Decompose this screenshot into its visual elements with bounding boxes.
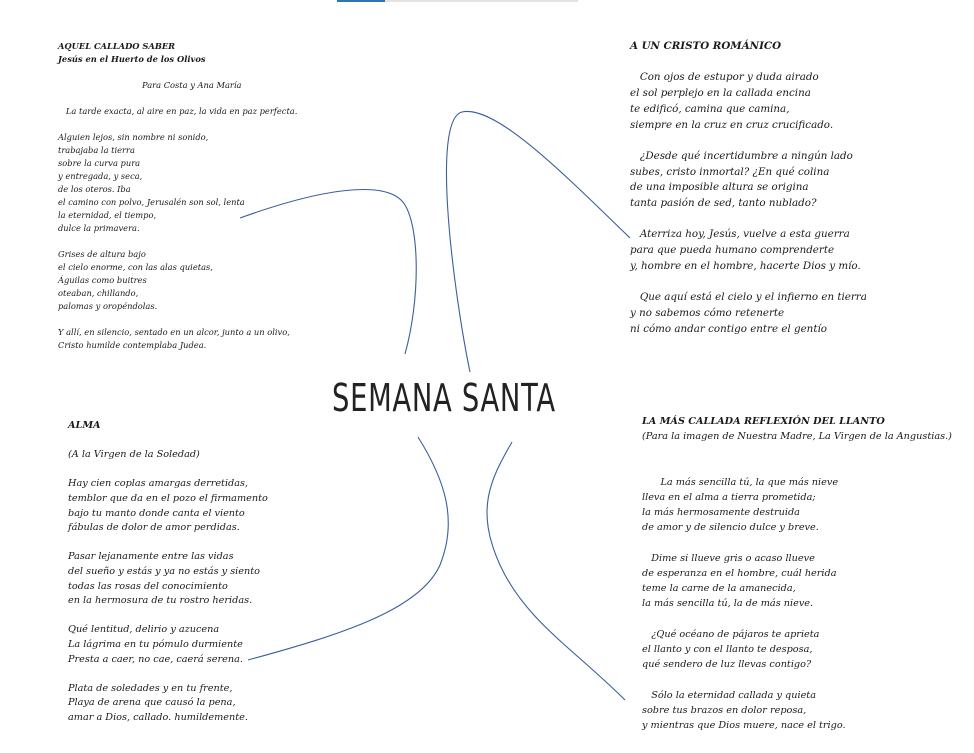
poem-line: palomas y oropéndolas. xyxy=(58,301,158,311)
poem-line: Qué lentitud, delirio y azucena xyxy=(68,624,220,636)
poem-body xyxy=(68,434,268,726)
poem-line: Dime si llueve gris o acaso llueve xyxy=(642,552,815,564)
poem-line: sobre tus brazos en dolor reposa, xyxy=(642,704,807,716)
poem-line: tanta pasión de sed, tanto nublado? xyxy=(630,197,817,209)
central-title: SEMANA SANTA xyxy=(332,376,556,420)
poem-line: el cielo enorme, con las alas quietas, xyxy=(58,262,213,272)
poem-line: de amor y de silencio dulce y breve. xyxy=(642,522,819,534)
poem-line: Con ojos de estupor y duda airado xyxy=(630,71,819,84)
stanza-break xyxy=(68,536,268,551)
poem-subtitle: Jesús en el Huerto de los Olivos xyxy=(58,54,206,64)
poem-title: AQUEL CALLADO SABER xyxy=(58,41,176,51)
poem-line: la más sencilla tú, la de más nieve. xyxy=(642,598,814,610)
poem-line: lleva en el alma a tierra prometida; xyxy=(642,491,816,503)
poem-line: de esperanza en el hombre, cuál herida xyxy=(642,567,837,579)
poem-line: ¿Qué océano de pájaros te aprieta xyxy=(642,628,820,640)
poem-line: de los oteros. Iba xyxy=(58,184,131,194)
poem-line: La tarde exacta, al aire en paz, la vida en paz perfecta. xyxy=(58,106,298,116)
poem-line: (Para la imagen de Nuestra Madre, La Virgen de la Angustias.) xyxy=(642,431,952,443)
poem-line: La más sencilla tú, la que más nieve xyxy=(642,476,839,488)
stanza-break xyxy=(642,460,952,475)
poem-title: A UN CRISTO ROMÁNICO xyxy=(630,40,782,52)
branch-bottom-left xyxy=(248,437,448,660)
stanza-break xyxy=(642,612,952,627)
poem-line: bajo tu manto donde canta el viento xyxy=(68,507,245,519)
stanza-break xyxy=(630,275,867,291)
poem-line: del sueño y estás y ya no estás y siento xyxy=(68,565,260,577)
stanza-break xyxy=(630,212,867,228)
poem-line: y entregada, y seca, xyxy=(58,171,143,181)
poem-line: Águilas como buitres xyxy=(58,275,147,285)
poem-line: (A la Virgen de la Soledad) xyxy=(68,449,200,461)
poem-line: Playa de arena que causó la pena, xyxy=(68,697,236,709)
poem-line: Y allí, en silencio, sentado en un alcor, junto a un olivo, xyxy=(58,327,290,337)
poem-a-un-cristo-romanico xyxy=(630,39,867,337)
stanza-break xyxy=(68,667,268,682)
poem-line: Plata de soledades y en tu frente, xyxy=(68,682,233,694)
poem-body xyxy=(642,429,952,733)
poem-line: subes, cristo inmortal? ¿En qué colina xyxy=(630,165,830,178)
poem-line: temblor que da en el pozo el firmamento xyxy=(68,492,268,504)
poem-line: en la hermosura de tu rostro heridas. xyxy=(68,595,253,607)
poem-line: y no sabemos cómo retenerte xyxy=(630,306,785,319)
poem-line: Hay cien coplas amargas derretidas, xyxy=(68,478,249,490)
poem-title: LA MÁS CALLADA REFLEXIÓN DEL LLANTO xyxy=(642,416,885,427)
poem-la-mas-callada-reflexion xyxy=(642,414,952,733)
poem-line: fábulas de dolor de amor perdidas. xyxy=(68,522,240,534)
stanza-break xyxy=(642,536,952,551)
poem-line: Grises de altura bajo xyxy=(58,249,146,259)
stanza-break xyxy=(58,235,297,248)
poem-body xyxy=(58,105,297,352)
poem-line: La lágrima en tu pómulo durmiente xyxy=(68,638,243,650)
stanza-break xyxy=(68,463,268,478)
poem-aquel-callado-saber xyxy=(58,40,297,352)
stanza-break xyxy=(58,313,297,326)
stanza-break xyxy=(630,55,867,71)
poem-line: y, hombre en el hombre, hacerte Dios y mío. xyxy=(630,259,861,272)
poem-line: todas las rosas del conocimiento xyxy=(68,580,228,592)
poem-line: Alguien lejos, sin nombre ni sonido, xyxy=(58,132,209,142)
stanza-break xyxy=(68,609,268,624)
stanza-break xyxy=(68,434,268,449)
stanza-break xyxy=(58,118,297,131)
poem-line: el camino con polvo, Jerusalén son sol, lenta xyxy=(58,197,245,207)
poem-line: y mientras que Dios muere, nace el trigo. xyxy=(642,719,846,731)
poem-title: ALMA xyxy=(68,420,101,431)
poem-line: Pasar lejanamente entre las vidas xyxy=(68,551,234,563)
poem-dedication: Para Costa y Ana María xyxy=(142,80,242,90)
poem-line: dulce la primavera. xyxy=(58,223,140,233)
poem-line: de una imposible altura se origina xyxy=(630,181,809,194)
stanza-break xyxy=(642,672,952,687)
poem-line: Presta a caer, no cae, caerá serena. xyxy=(68,653,243,665)
poem-line: Que aquí está el cielo y el infierno en tierra xyxy=(630,291,867,304)
poem-line: Sólo la eternidad callada y quieta xyxy=(642,689,816,701)
poem-line: te edificó, camina que camina, xyxy=(630,102,790,115)
poem-line: oteaban, chillando, xyxy=(58,288,139,298)
poem-line: la más hermosamente destruida xyxy=(642,507,800,519)
poem-line: ¿Desde qué incertidumbre a ningún lado xyxy=(630,149,853,162)
poem-line: ni cómo andar contigo entre el gentío xyxy=(630,322,827,335)
branch-top-right xyxy=(446,111,630,372)
poem-line: amar a Dios, callado. humildemente. xyxy=(68,711,248,723)
poem-line: la eternidad, el tiempo, xyxy=(58,210,157,220)
poem-line: siempre en la cruz en cruz crucificado. xyxy=(630,118,834,131)
poem-line: Cristo humilde contemplaba Judea. xyxy=(58,340,207,350)
poem-body xyxy=(630,55,867,338)
branch-bottom-right xyxy=(487,442,625,700)
poem-line: el llanto y con el llanto te desposa, xyxy=(642,643,813,655)
stanza-break xyxy=(642,444,952,459)
poem-line: qué sendero de luz llevas contigo? xyxy=(642,659,812,671)
poem-line: Aterriza hoy, Jesús, vuelve a esta guerra xyxy=(630,228,850,241)
poem-line: trabajaba la tierra xyxy=(58,145,135,155)
poem-alma xyxy=(68,419,268,725)
poem-line: para que pueda humano comprenderte xyxy=(630,244,835,257)
poem-line: el sol perplejo en la callada encina xyxy=(630,87,811,100)
stanza-break xyxy=(630,133,867,149)
poem-line: sobre la curva pura xyxy=(58,158,141,168)
poem-line: teme la carne de la amanecida, xyxy=(642,583,796,595)
